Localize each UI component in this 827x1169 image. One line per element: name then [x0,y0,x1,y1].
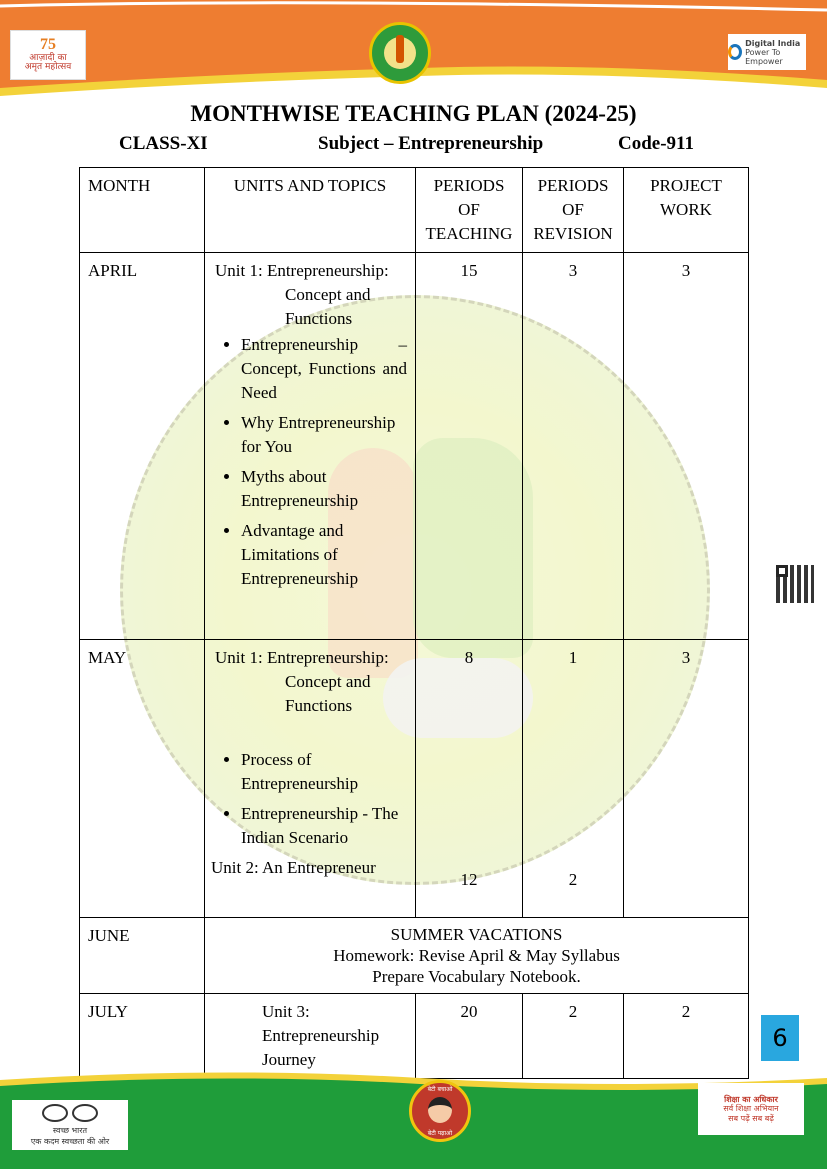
glasses-icon [42,1104,98,1122]
units-cell: Unit 1: Entrepreneurship: Concept and Functions • Entrepreneurship – Concept, Functions and Need • Why Entrepreneurship for You • Myths about Entrepreneurship • Advantage and Limitations of Entrepreneurship [205,253,416,640]
month-cell: APRIL [80,253,205,640]
list-item: • Advantage and Limitations of Entrepreneurship [241,519,407,591]
table-row [80,640,749,918]
list-item: • Why Entrepreneurship for You [241,411,407,459]
month-cell: MAY [80,640,205,918]
list-item: • Myths about Entrepreneurship [241,465,407,513]
unit-2-label: Unit 2: An Entrepreneur [211,858,376,877]
revision-periods: 2 [523,994,624,1079]
page-number-badge: 6 [761,1015,799,1061]
list-item: • Entrepreneurship – Concept, Functions and Need [241,333,407,405]
table-row [80,918,749,994]
azadi-ka-amrit-mahotsav-logo: 75 आज़ादी का अमृत महोत्सव [10,30,86,80]
subtitle-line [0,131,827,157]
units-cell: Unit 1: Entrepreneurship: Concept and Functions • Process of Entrepreneurship • Entrepreneurship - The Indian Scenario Unit 2: An Entrepreneur [205,640,416,918]
revision-periods: 1 2 [523,640,624,918]
project-work: 3 [624,253,749,640]
page-title: MONTHWISE TEACHING PLAN (2024-25) [190,101,637,126]
qr-code-icon [776,565,814,603]
month-cell: JULY [80,994,205,1079]
header-project: PROJECT WORK [624,168,749,253]
project-work: 3 [624,640,749,918]
swachh-bharat-logo: स्वच्छ भारत एक कदम स्वच्छता की ओर [12,1100,128,1150]
digital-india-logo: Digital India Power To Empower [728,34,806,70]
vacation-cell: SUMMER VACATIONS Homework: Revise April & May Syllabus Prepare Vocabulary Notebook. [205,918,749,994]
units-cell: Unit 3: Entrepreneurship Journey [205,994,416,1079]
header-teaching: PERIODS OF TEACHING [416,168,523,253]
revision-periods: 3 [523,253,624,640]
teaching-periods: 8 12 [416,640,523,918]
header-units: UNITS AND TOPICS [205,168,416,253]
table-row [80,994,749,1079]
table-row [80,253,749,640]
shiksha-ka-adhikar-logo: शिक्षा का अधिकार सर्व शिक्षा अभियान सब पढ़ें सब बढ़ें [698,1083,804,1135]
class-label: CLASS-XI [119,133,208,154]
board-seal-icon [369,22,431,84]
project-work: 2 [624,994,749,1079]
digital-india-icon [728,44,742,60]
teaching-periods: 15 [416,253,523,640]
month-cell: JUNE [80,918,205,994]
header-month: MONTH [80,168,205,253]
code-label: Code-911 [618,133,694,154]
teaching-plan-table [79,167,749,1079]
beti-bachao-seal-icon: बेटी बचाओ बेटी पढ़ाओ [409,1080,471,1142]
list-item: • Entrepreneurship - The Indian Scenario [241,802,407,850]
subject-label: Subject – Entrepreneurship [318,133,544,154]
header-revision: PERIODS OF REVISION [523,168,624,253]
teaching-periods: 20 [416,994,523,1079]
list-item: • Process of Entrepreneurship [241,748,407,796]
table-header-row [80,168,749,253]
